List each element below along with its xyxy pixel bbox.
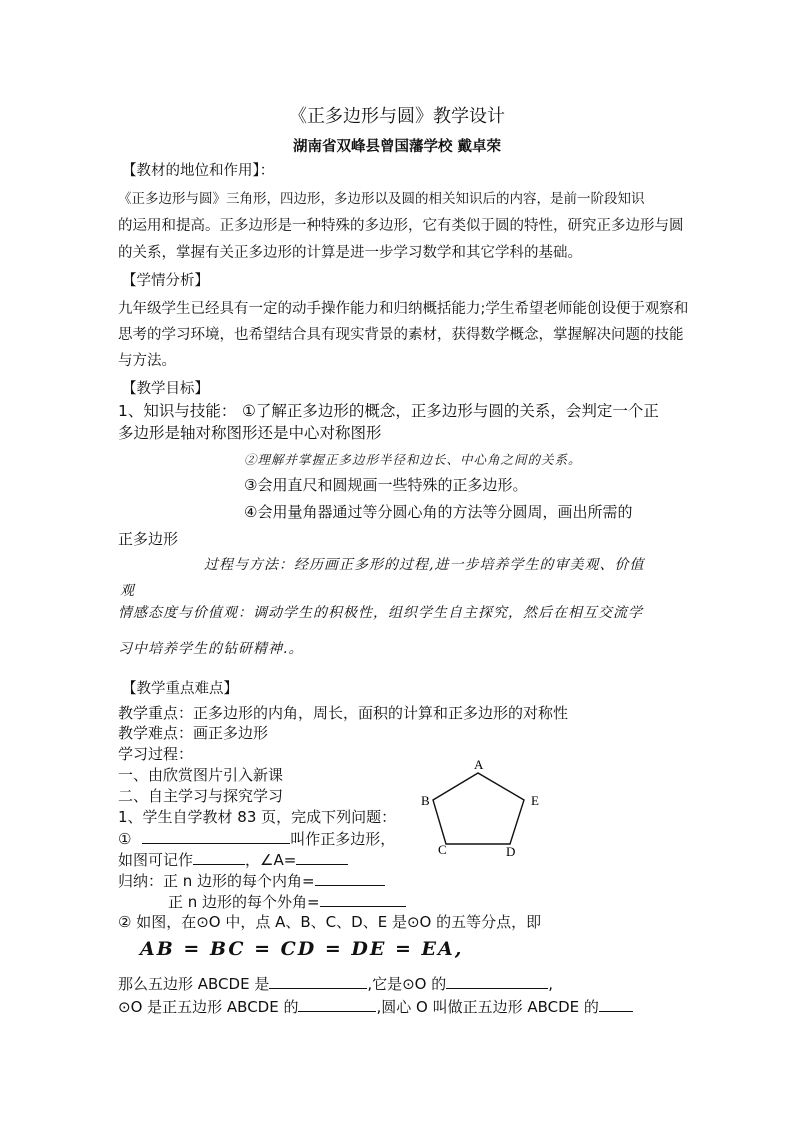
question-1a-prefix: ①	[118, 830, 132, 848]
question-1a	[118, 829, 395, 848]
pentagon-figure	[410, 752, 550, 862]
question-1d-prefix: 正 n 边形的每个外角=	[168, 893, 320, 911]
paragraph-line: 思考的学习环境，也希望结合具有现实背景的素材，获得数学概念，掌握解决问题的技能	[118, 327, 684, 343]
question-1b-prefix: 如图可记作	[118, 851, 194, 869]
vertex-label-d: D	[506, 844, 516, 859]
question-2-line-1	[118, 974, 553, 993]
knowledge-skills-label: 1、知识与技能：	[118, 402, 237, 420]
attitude-values-line: 情感态度与价值观：调动学生的积极性，组织学生自主探究，然后在相互交流学	[118, 605, 643, 621]
blank-field[interactable]	[446, 974, 548, 989]
section-heading-textbook-role: 【教材的地位和作用】：	[122, 163, 275, 179]
question-2-line-2-a: ⊙O 是正五边形 ABCDE 的	[118, 998, 299, 1016]
paragraph-line: 与方法。	[118, 353, 176, 369]
question-1c-prefix: 归纳：正 n 边形的每个内角=	[118, 872, 315, 890]
question-1-intro: 1、学生自学教材 83 页，完成下列问题：	[118, 808, 397, 826]
blank-field[interactable]	[142, 829, 290, 844]
difficulty-line: 教学难点：画正多边形	[118, 724, 269, 742]
question-1a-suffix: 叫作正多边形，	[290, 830, 396, 848]
paragraph-line: 九年级学生已经具有一定的动手操作能力和归纳概括能力;学生希望老师能创设便于观察和	[118, 301, 689, 317]
question-2-line-1-a: 那么五边形 ABCDE 是	[118, 975, 270, 993]
vertex-label-a: A	[474, 757, 484, 772]
question-2-line-2-b: ,圆心 O 叫做正五边形 ABCDE 的	[376, 998, 599, 1016]
goal-2: ②理解并掌握正多边形半径和边长、中心角之间的关系。	[244, 452, 582, 467]
section-heading-key-points: 【教学重点难点】	[122, 681, 238, 697]
paragraph-line: 《正多边形与圆》三角形，四边形，多边形以及圆的相关知识后的内容，是前一阶段知识	[118, 191, 645, 207]
question-1b	[118, 850, 348, 869]
blank-field[interactable]	[296, 850, 348, 865]
learning-process-title: 学习过程：	[118, 745, 194, 763]
question-1d	[168, 892, 406, 911]
question-2-text: ② 如图，在⊙O 中，点 A、B、C、D、E 是⊙O 的五等分点，即	[118, 913, 542, 931]
section-heading-student-analysis: 【学情分析】	[122, 273, 209, 289]
goal-3: ③会用直尺和圆规画一些特殊的正多边形。	[244, 476, 528, 494]
goal-4: ④会用量角器通过等分圆心角的方法等分圆周，画出所需的	[244, 503, 633, 521]
goal-4-continued: 正多边形	[118, 530, 179, 548]
paragraph-line: 的运用和提高。正多边形是一种特殊的多边形，它有类似于圆的特性，研究正多边形与圆	[118, 218, 684, 234]
process-method-continued: 观	[120, 583, 135, 599]
question-2-line-2	[118, 997, 633, 1016]
blank-field[interactable]	[298, 997, 376, 1012]
goal-1: ①了解正多边形的概念，正多边形与圆的关系，会判定一个正	[242, 402, 659, 420]
blank-field[interactable]	[269, 974, 367, 989]
paragraph-line: 的关系，掌握有关正多边形的计算是进一步学习数学和其它学科的基础。	[118, 245, 582, 261]
blank-field[interactable]	[320, 892, 406, 907]
blank-field[interactable]	[315, 871, 385, 886]
blank-field[interactable]	[193, 850, 245, 865]
arc-equality: AB = BC = CD = DE = EA,	[140, 938, 464, 960]
step-1: 一、由欣赏图片引入新课	[118, 766, 284, 784]
doc-title: 《正多边形与圆》教学设计	[289, 106, 505, 127]
question-2-line-1-b: ,它是⊙O 的	[367, 975, 447, 993]
question-1c	[118, 871, 385, 890]
key-point-line: 教学重点：正多边形的内角，周长，面积的计算和正多边形的对称性	[118, 704, 569, 722]
vertex-label-b: B	[421, 793, 430, 808]
pentagon-shape	[433, 773, 524, 844]
section-heading-teaching-goals: 【教学目标】	[122, 381, 209, 397]
question-2-line-1-c: ,	[548, 975, 554, 993]
author-line: 湖南省双峰县曾国藩学校 戴卓荣	[292, 139, 502, 155]
attitude-values-continued: 习中培养学生的钻研精神.。	[118, 641, 304, 657]
vertex-label-e: E	[531, 793, 539, 808]
question-1b-mid: ，∠A=	[245, 851, 297, 869]
blank-field[interactable]	[599, 997, 633, 1012]
goal-1-continued: 多边形是轴对称图形还是中心对称图形	[118, 424, 382, 442]
process-method-line: 过程与方法：经历画正多形的过程,进一步培养学生的审美观、价值	[204, 557, 645, 573]
step-2: 二、自主学习与探究学习	[118, 787, 284, 805]
vertex-label-c: C	[438, 842, 447, 857]
